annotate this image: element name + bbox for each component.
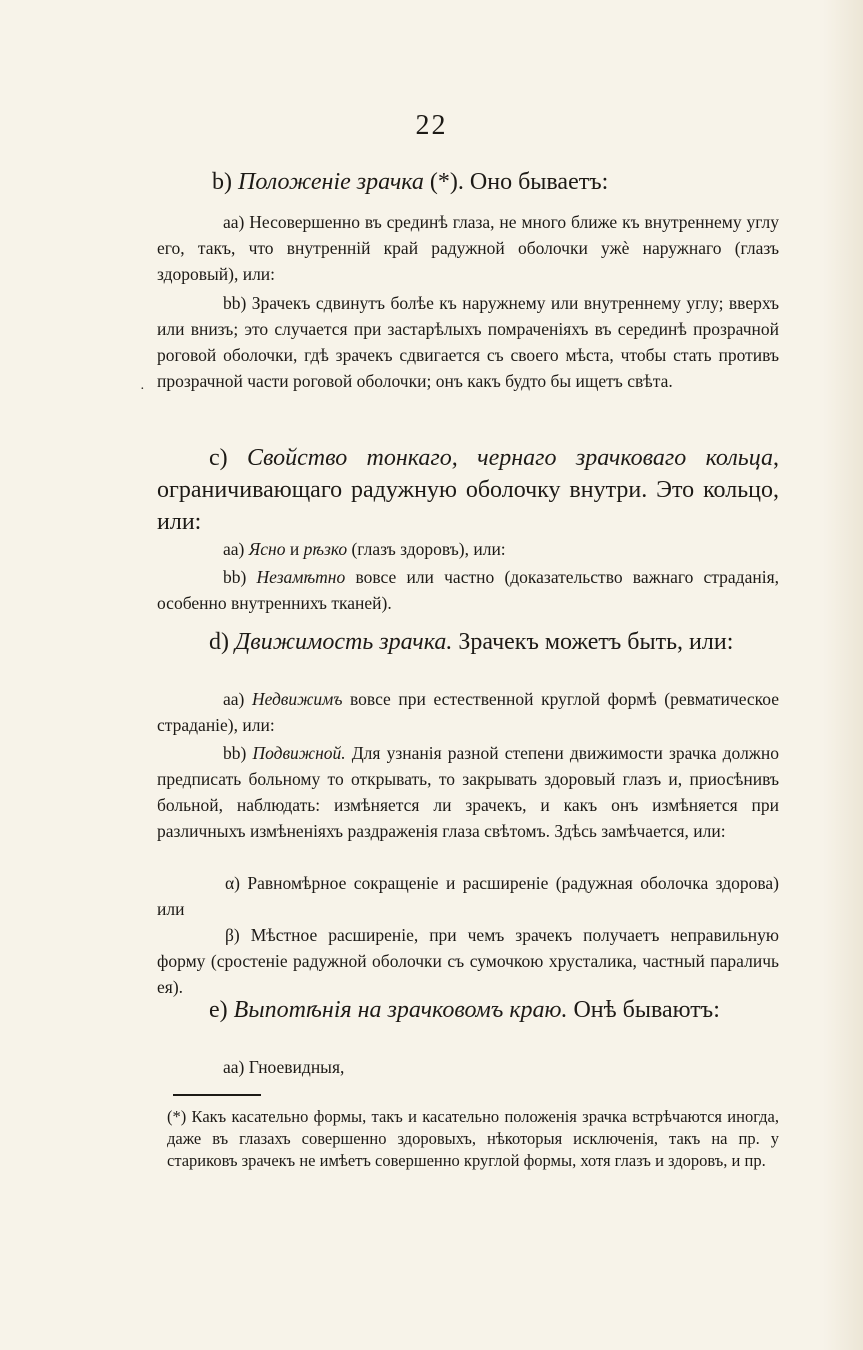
section-e-rest: Онѣ бываютъ: <box>573 997 720 1023</box>
section-e-marker: e) <box>209 997 228 1023</box>
section-c-aa-italic: Ясно <box>248 539 286 559</box>
section-d-bb-italic: Подвижной. <box>252 743 346 763</box>
section-b-marker: b) <box>212 169 232 195</box>
section-d-rest: Зрачекъ можетъ быть, или: <box>458 629 734 655</box>
section-c-bb-italic: Незамѣтно <box>256 567 346 587</box>
section-b-aa: аа) Несовершенно въ срединѣ глаза, не много ближе къ внутреннему углу его, такъ, что внутреннiй край радужной оболочки ужѐ наружнаго (глазъ здоровый), или: <box>157 212 779 284</box>
section-d-bb-rest: Для узнанiя разной степени движимости зрачка должно предписать больному то открывать, то закрывать здоровый глазъ и, приосѣнивъ больной, наблюдать: измѣняется ли зрачекъ, и какъ онъ измѣняется при различныхъ измѣненiяхъ раздраженiя глаза свѣтомъ. Здѣсь замѣчается, или: <box>157 743 780 841</box>
page-number: 22 <box>415 110 448 141</box>
section-e-heading <box>157 994 779 1026</box>
section-d-aa-marker: аа) <box>223 689 245 709</box>
footnote: (*) Какъ касательно формы, такъ и касательно положенiя зрачка встрѣчаются иногда, даже въ глазахъ совершенно здоровыхъ, нѣкоторыя исключенiя, такъ на пр. у стариковъ зрачекъ не имѣетъ совершенно круглой формы, хотя глазъ и здоровъ, и пр. <box>167 1107 779 1170</box>
section-d-bb <box>157 740 779 844</box>
section-c-rest: , ограничивающаго радужную оболочку внутри. Это кольцо, или: <box>157 445 779 535</box>
section-c-aa <box>157 536 779 562</box>
section-b-bb: bb) Зрачекъ сдвинутъ болѣе къ наружнему или внутреннему углу; вверхъ или внизъ; это случается при застарѣлыхъ помраченiяхъ въ серединѣ прозрачной роговой оболочки, гдѣ зрачекъ сдвигается съ своего мѣста, чтобы стать противъ прозрачной части роговой оболочки; онъ какъ будто бы ищетъ свѣта. <box>157 293 779 391</box>
section-d-bb-marker: bb) <box>223 743 247 763</box>
section-d-heading <box>157 626 779 658</box>
page-edge-shadow <box>823 0 863 1350</box>
footnote-rule <box>173 1094 261 1096</box>
section-c-bb-rest: вовсе или частно (доказательство важнаго страданiя, особенно внутреннихъ тканей). <box>157 567 780 613</box>
section-d-aa-italic: Недвижимъ <box>251 689 343 709</box>
section-d-aa <box>157 686 779 738</box>
section-c-title: Свойство тонкаго, чернаго зрачковаго кольца <box>247 445 773 471</box>
section-b-ref: (*) <box>429 169 458 195</box>
section-e-aa: аа) Гноевидныя, <box>223 1057 345 1077</box>
section-c-bb-marker: bb) <box>223 567 247 587</box>
section-c-aa-mid: и <box>289 539 300 559</box>
section-c-bb <box>157 564 779 616</box>
section-b-heading <box>212 166 779 198</box>
section-d-marker: d) <box>209 629 229 655</box>
section-e-title: Выпотѣнiя на зрачковомъ краю. <box>233 997 568 1023</box>
section-d-beta: β) Мѣстное расширенiе, при чемъ зрачекъ получаетъ неправильную форму (сростенiе радужной оболочки съ сумочкою хрусталика, частный параличь ея). <box>157 925 779 997</box>
section-c-aa-italic2: рѣзко <box>303 539 348 559</box>
section-c-marker: c) <box>209 445 228 471</box>
ink-speck: · <box>140 382 145 397</box>
section-b-title: Положенie зрачка <box>238 169 424 195</box>
section-c-aa-marker: аа) <box>223 539 245 559</box>
section-d-title: Движимость зрачка. <box>235 629 453 655</box>
section-b-rest: . Оно бываетъ: <box>457 169 609 195</box>
section-c-heading <box>157 442 779 538</box>
section-d-aa-rest: вовсе при естественной круглой формѣ (ревматическое страданiе), или: <box>157 689 780 735</box>
section-d-alpha: α) Равномѣрное сокращенiе и расширенiе (радужная оболочка здорова) или <box>157 873 779 919</box>
section-c-aa-rest: (глазъ здоровъ), или: <box>351 539 506 559</box>
